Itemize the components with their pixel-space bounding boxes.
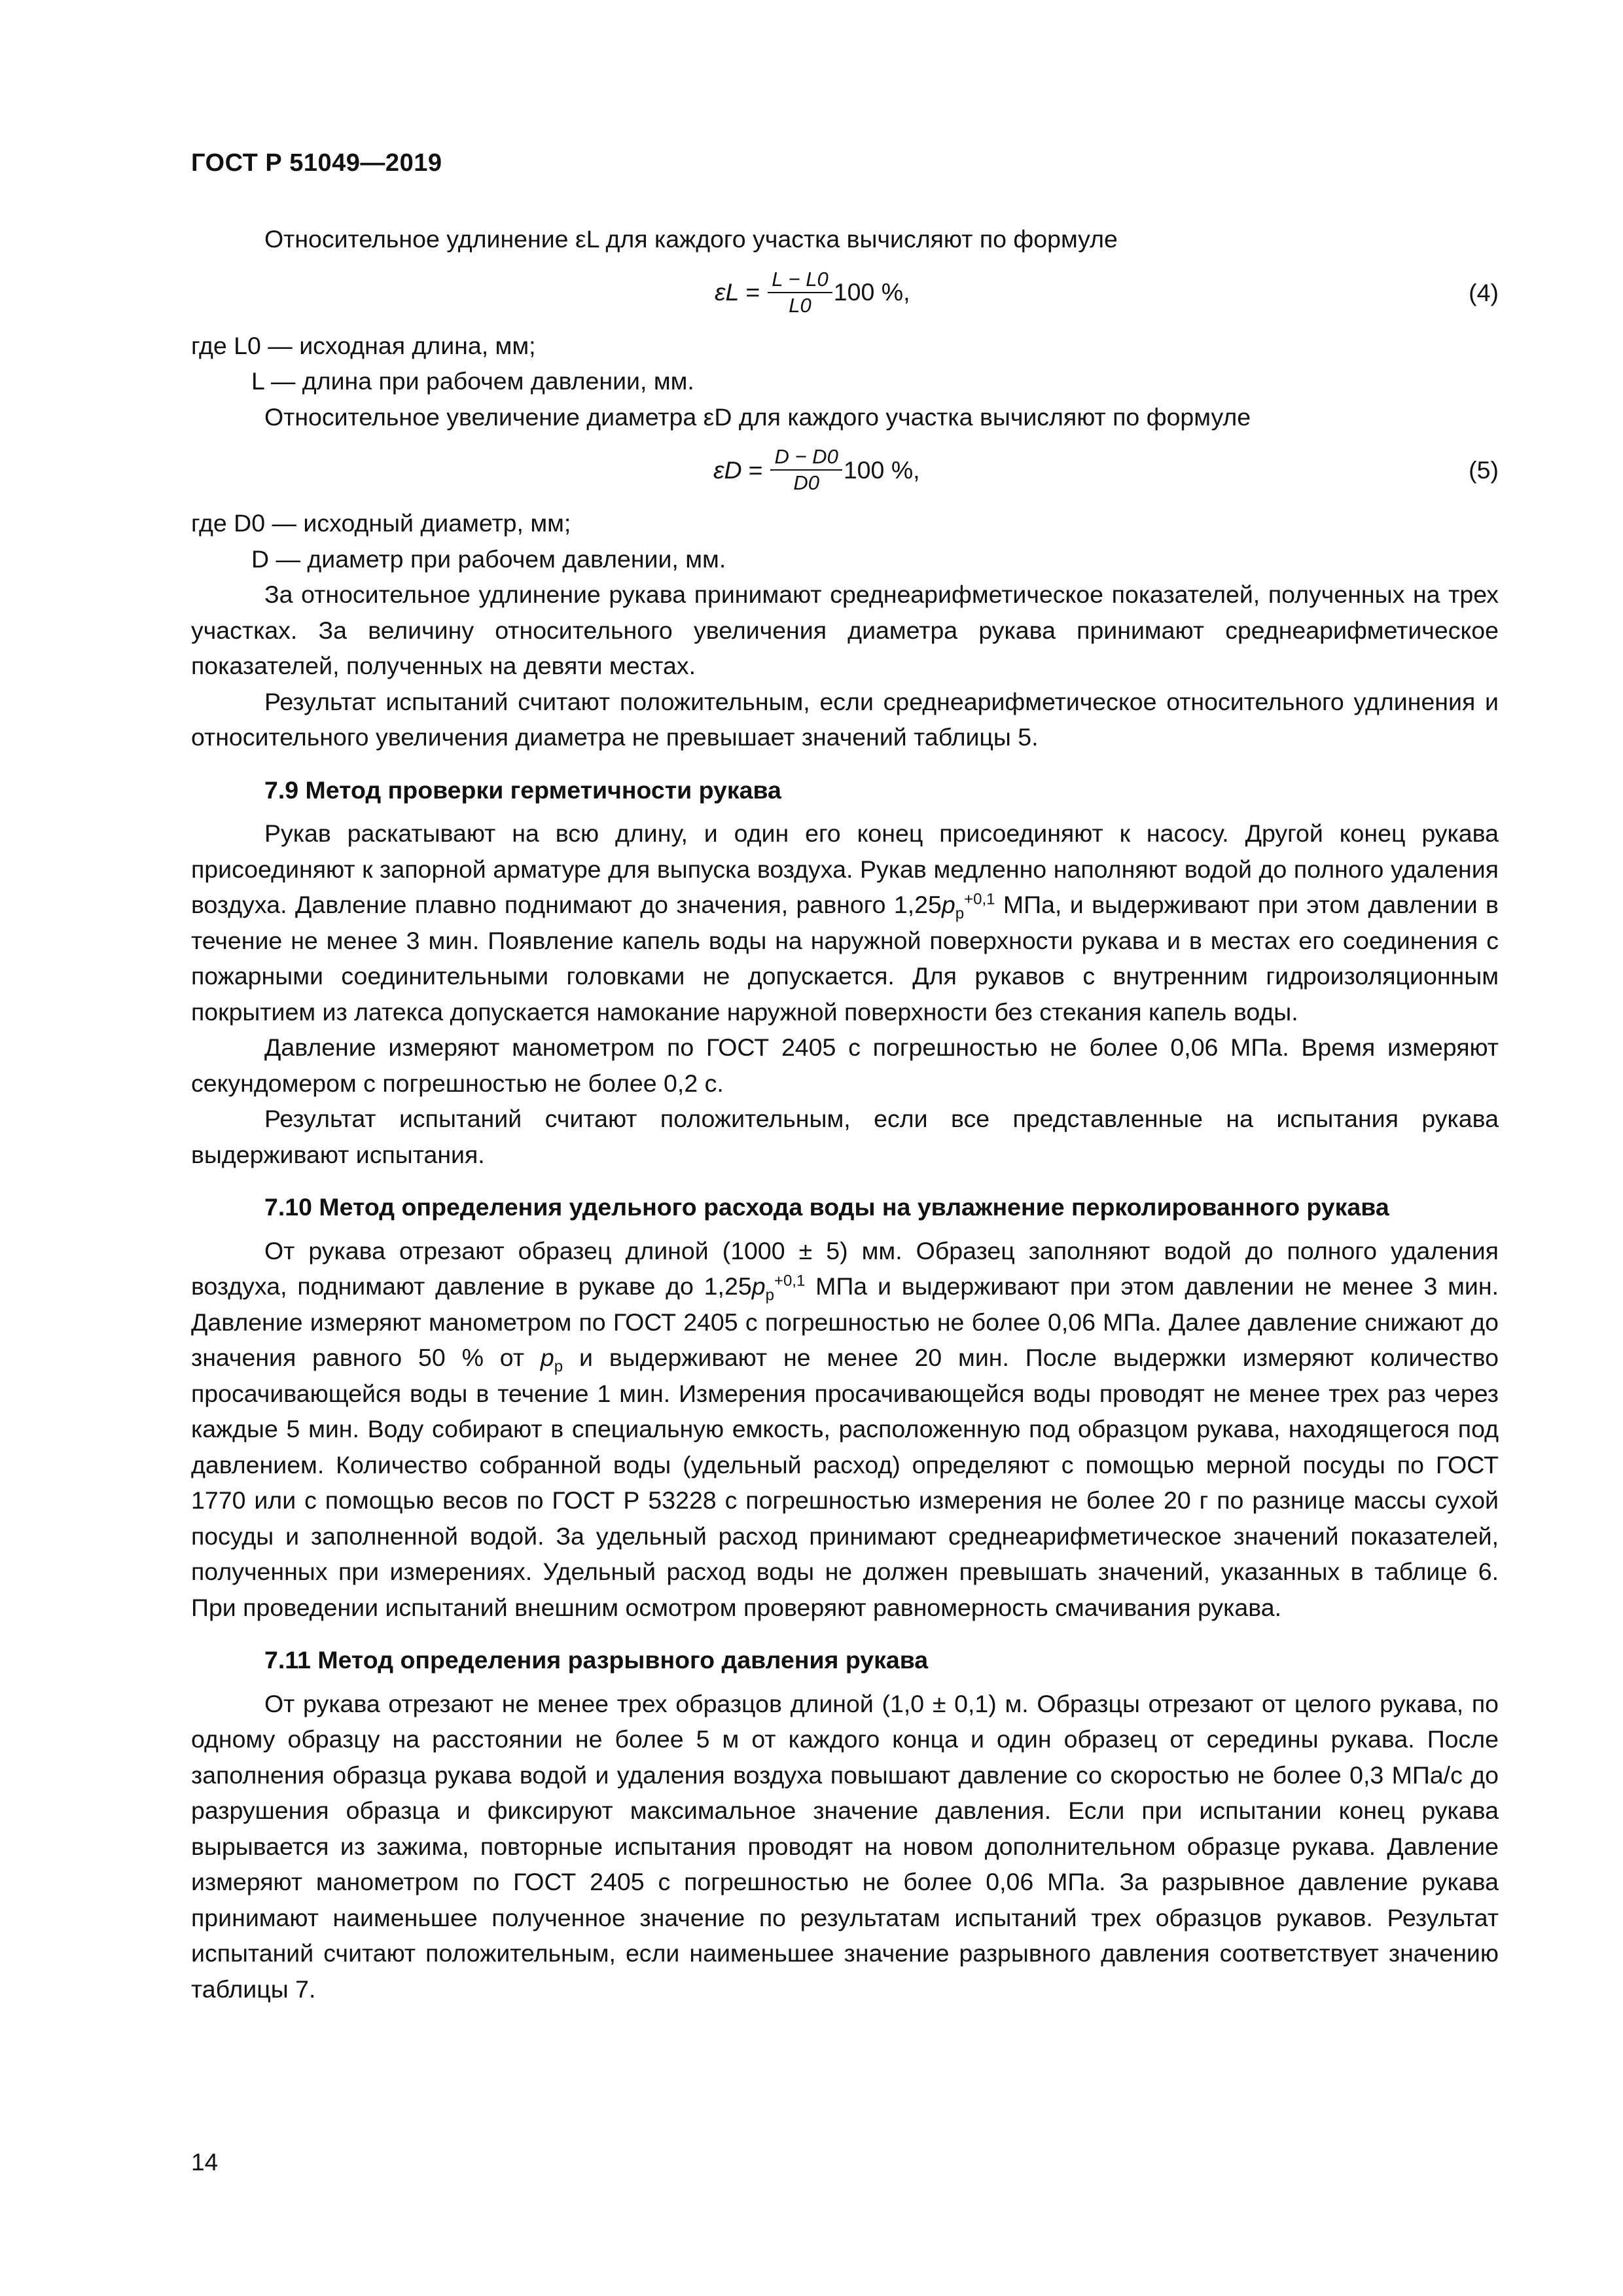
document-header: ГОСТ Р 51049—2019: [191, 149, 442, 177]
formula-4-number: (4): [1469, 278, 1499, 306]
heading-7-9: 7.9 Метод проверки герметичности рукава: [264, 776, 781, 804]
heading-7-10: 7.10 Метод определения удельного расхода воды на увлажнение перколированного рукава: [264, 1193, 1389, 1221]
where-L: L — длина при рабочем давлении, мм.: [251, 367, 694, 395]
paragraph-7-9-1: Рукав раскатывают на всю длину, и один его конец присоединяют к насосу. Другой конец рукава присоединяют к запорной арматуре для выпуска воздуха. Рукав медленно наполняют водой до полного удаления воздуха. Давление плавно поднимают до значения, равного $1,25p_р^{+0,1}$ МПа, и выдерживают при этом давлении в течение не менее 3 мин. Появление капель воды на наружной поверхности рукава и в местах его соединения с пожарными соединительными головками не допускается. Для рукавов с внутренним гидроизоляционным покрытием из латекса допускается намокание наружной поверхности без стекания капель воды.: [191, 819, 1499, 1026]
paragraph-average: За относительное удлинение рукава принимают среднеарифметическое показателей, полученных на трех участках. За величину относительного увеличения диаметра рукава принимают среднеарифметическое показателей, полученных на девяти местах.: [191, 581, 1499, 679]
formula-4: εL = $\frac{L - L0}{L0}$ 100 %, (4): [715, 267, 1499, 317]
paragraph-7-10: От рукава отрезают образец длиной (1000 ± 5) мм. Образец заполняют водой до полного удаления воздуха, поднимают давление в рукаве до $1,25p_р^{+0,1}$ МПа и выдерживают при этом давлении не менее 3 мин. Давление измеряют манометром по ГОСТ 2405 с погрешностью не более 0,06 МПа. Далее давление снижают до значения равного 50 % от $p_р$ и выдерживают не менее 20 мин. После выдержки измеряют количество просачивающейся воды в течение 1 мин. Измерения просачивающейся воды проводят не менее трех раз через каждые 5 мин. Воду собирают в специальную емкость, расположенную под образцом рукава, находящегося под давлением. Количество собранной воды (удельный расход) определяют с помощью мерной посуды по ГОСТ 1770 или с помощью весов по ГОСТ Р 53228 с погрешностью измерения не более 20 г по разнице массы сухой посуды и заполненной водой. За удельный расход принимают среднеарифметическое значений показателей, полученных при измерениях. Удельный расход воды не должен превышать значений, указанных в таблице 6. При проведении испытаний внешним осмотром проверяют равномерность смачивания рукава.: [191, 1236, 1499, 1621]
paragraph-result-1: Результат испытаний считают положительным, если среднеарифметическое относительного удлинения и относительного увеличения диаметра не превышает значений таблицы 5.: [191, 687, 1499, 751]
intro-elongation: Относительное удлинение εL для каждого участка вычисляют по формуле: [264, 225, 1118, 253]
paragraph-7-9-2: Давление измеряют манометром по ГОСТ 2405 с погрешностью не более 0,06 МПа. Время измеряют секундомером с погрешностью не более 0,2 с.: [191, 1033, 1499, 1097]
formula-4-lhs: εL: [715, 278, 740, 306]
formula-4-numerator: L − L0: [768, 268, 832, 293]
formula-5-number: (5): [1469, 456, 1499, 484]
formula-5-tail: 100 %,: [843, 456, 920, 484]
paragraph-7-11: От рукава отрезают не менее трех образцов длиной (1,0 ± 0,1) м. Образцы отрезают от целого рукава, по одному образцу на расстоянии не более 5 м от каждого конца и один образец от середины рукава. После заполнения образца рукава водой и удаления воздуха повышают давление со скоростью не более 0,3 МПа/с до разрушения образца и фиксируют максимальное значение давления. Если при испытании конец рукава вырывается из зажима, повторные испытания проводят на новом дополнительном образце рукава. Давление измеряют манометром по ГОСТ 2405 с погрешностью не более 0,06 МПа. За разрывное давление рукава принимают наименьшее полученное значение по результатам испытаний трех образцов рукавов. Результат испытаний считают положительным, если наименьшее значение разрывного давления соответствует значению таблицы 7.: [191, 1689, 1499, 2003]
page-number: 14: [191, 2149, 219, 2176]
where-D0: где D0 — исходный диаметр, мм;: [191, 509, 571, 537]
formula-5-lhs: εD: [713, 456, 742, 484]
formula-5-numerator: D − D0: [770, 446, 842, 471]
formula-5-fraction: [770, 446, 842, 494]
heading-7-11: 7.11 Метод определения разрывного давления рукава: [264, 1646, 929, 1674]
intro-diameter: Относительное увеличение диаметра εD для каждого участка вычисляют по формуле: [264, 403, 1251, 431]
formula-4-tail: 100 %,: [833, 278, 910, 306]
paragraph-7-9-3: Результат испытаний считают положительным, если все представленные на испытания рукава выдерживают испытания.: [191, 1105, 1499, 1168]
document-body: [191, 221, 1499, 2007]
formula-5-denominator: D0: [793, 471, 819, 494]
formula-5: εD = $\frac{D - D0}{D0}$ 100 %, (5): [713, 445, 1499, 494]
where-D: D — диаметр при рабочем давлении, мм.: [251, 545, 726, 573]
formula-4-fraction: [768, 268, 832, 317]
formula-4-denominator: L0: [789, 293, 812, 317]
where-L0: где L0 — исходная длина, мм;: [191, 331, 536, 359]
